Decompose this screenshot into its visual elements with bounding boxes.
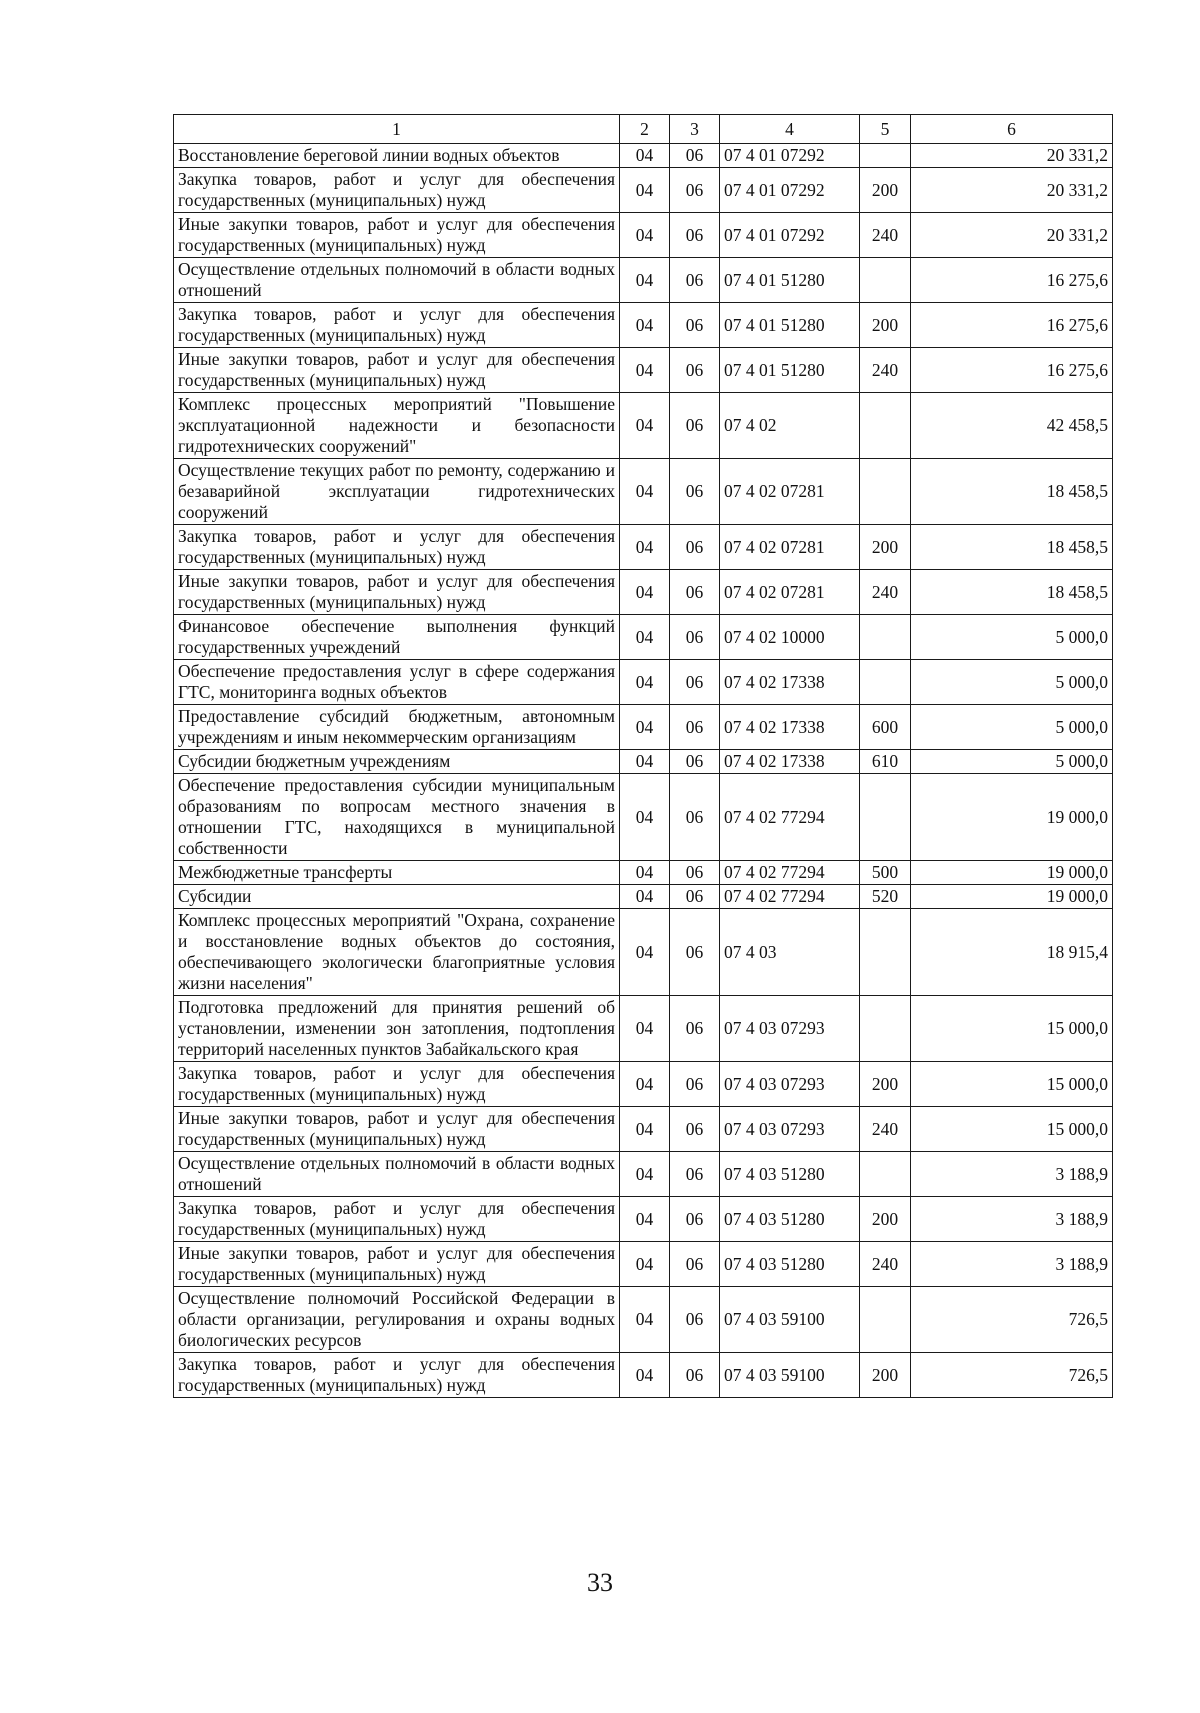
row-section-code: 04 <box>620 393 670 459</box>
row-section-code: 04 <box>620 1353 670 1398</box>
header-col-3: 3 <box>670 115 720 144</box>
row-amount: 5 000,0 <box>911 750 1113 774</box>
budget-table <box>173 114 1113 1398</box>
row-section-code: 04 <box>620 525 670 570</box>
row-subsection-code: 06 <box>670 213 720 258</box>
row-amount: 20 331,2 <box>911 213 1113 258</box>
row-name: Обеспечение предоставления услуг в сфере содержания ГТС, мониторинга водных объектов <box>174 660 620 705</box>
row-amount: 16 275,6 <box>911 303 1113 348</box>
row-name: Финансовое обеспечение выполнения функций государственных учреждений <box>174 615 620 660</box>
page-number: 33 <box>587 1568 613 1597</box>
row-subsection-code: 06 <box>670 660 720 705</box>
row-amount: 20 331,2 <box>911 168 1113 213</box>
row-subsection-code: 06 <box>670 861 720 885</box>
row-target-article: 07 4 02 10000 <box>720 615 860 660</box>
row-subsection-code: 06 <box>670 774 720 861</box>
table-row <box>174 303 1113 348</box>
row-amount: 5 000,0 <box>911 615 1113 660</box>
row-name: Иные закупки товаров, работ и услуг для обеспечения государственных (муниципальных) нужд <box>174 570 620 615</box>
row-name: Закупка товаров, работ и услуг для обеспечения государственных (муниципальных) нужд <box>174 1353 620 1398</box>
row-section-code: 04 <box>620 168 670 213</box>
row-section-code: 04 <box>620 996 670 1062</box>
row-expense-type <box>860 1152 911 1197</box>
row-expense-type: 200 <box>860 1197 911 1242</box>
row-amount: 19 000,0 <box>911 885 1113 909</box>
row-expense-type: 240 <box>860 213 911 258</box>
row-amount: 16 275,6 <box>911 348 1113 393</box>
table-row <box>174 393 1113 459</box>
table-row <box>174 168 1113 213</box>
row-subsection-code: 06 <box>670 1107 720 1152</box>
table-body <box>174 144 1113 1398</box>
row-subsection-code: 06 <box>670 303 720 348</box>
table-row <box>174 348 1113 393</box>
row-expense-type: 610 <box>860 750 911 774</box>
row-expense-type: 200 <box>860 168 911 213</box>
table-row <box>174 1353 1113 1398</box>
row-name: Закупка товаров, работ и услуг для обеспечения государственных (муниципальных) нужд <box>174 1197 620 1242</box>
table-row <box>174 774 1113 861</box>
row-target-article: 07 4 03 51280 <box>720 1197 860 1242</box>
row-subsection-code: 06 <box>670 909 720 996</box>
row-expense-type <box>860 774 911 861</box>
row-subsection-code: 06 <box>670 1152 720 1197</box>
row-expense-type: 200 <box>860 303 911 348</box>
row-name: Закупка товаров, работ и услуг для обеспечения государственных (муниципальных) нужд <box>174 303 620 348</box>
row-subsection-code: 06 <box>670 144 720 168</box>
table-row <box>174 1107 1113 1152</box>
row-subsection-code: 06 <box>670 1287 720 1353</box>
header-col-4: 4 <box>720 115 860 144</box>
row-expense-type <box>860 144 911 168</box>
table-row <box>174 750 1113 774</box>
row-section-code: 04 <box>620 774 670 861</box>
row-subsection-code: 06 <box>670 996 720 1062</box>
row-expense-type: 200 <box>860 1353 911 1398</box>
row-amount: 15 000,0 <box>911 1062 1113 1107</box>
row-amount: 15 000,0 <box>911 1107 1113 1152</box>
table-row <box>174 705 1113 750</box>
row-expense-type: 600 <box>860 705 911 750</box>
row-section-code: 04 <box>620 459 670 525</box>
row-section-code: 04 <box>620 213 670 258</box>
row-target-article: 07 4 03 51280 <box>720 1152 860 1197</box>
row-subsection-code: 06 <box>670 393 720 459</box>
row-amount: 3 188,9 <box>911 1152 1113 1197</box>
table-row <box>174 1197 1113 1242</box>
header-col-2: 2 <box>620 115 670 144</box>
row-amount: 18 458,5 <box>911 570 1113 615</box>
row-amount: 19 000,0 <box>911 861 1113 885</box>
row-name: Закупка товаров, работ и услуг для обеспечения государственных (муниципальных) нужд <box>174 168 620 213</box>
row-amount: 18 458,5 <box>911 525 1113 570</box>
row-expense-type <box>860 996 911 1062</box>
row-name: Осуществление отдельных полномочий в области водных отношений <box>174 258 620 303</box>
row-section-code: 04 <box>620 1287 670 1353</box>
row-amount: 42 458,5 <box>911 393 1113 459</box>
row-target-article: 07 4 03 07293 <box>720 1062 860 1107</box>
row-name: Межбюджетные трансферты <box>174 861 620 885</box>
table-row <box>174 861 1113 885</box>
row-subsection-code: 06 <box>670 1242 720 1287</box>
row-amount: 726,5 <box>911 1353 1113 1398</box>
row-target-article: 07 4 03 59100 <box>720 1287 860 1353</box>
row-name: Иные закупки товаров, работ и услуг для обеспечения государственных (муниципальных) нужд <box>174 348 620 393</box>
row-section-code: 04 <box>620 144 670 168</box>
row-target-article: 07 4 01 51280 <box>720 303 860 348</box>
table-row <box>174 1062 1113 1107</box>
row-section-code: 04 <box>620 1107 670 1152</box>
row-target-article: 07 4 01 07292 <box>720 144 860 168</box>
row-expense-type: 500 <box>860 861 911 885</box>
row-section-code: 04 <box>620 660 670 705</box>
table-row <box>174 885 1113 909</box>
row-name: Иные закупки товаров, работ и услуг для обеспечения государственных (муниципальных) нужд <box>174 1107 620 1152</box>
table-row <box>174 1242 1113 1287</box>
table-row <box>174 213 1113 258</box>
row-name: Осуществление полномочий Российской Федерации в области организации, регулирования и охраны водных биологических ресурсов <box>174 1287 620 1353</box>
row-name: Субсидии <box>174 885 620 909</box>
row-expense-type: 240 <box>860 570 911 615</box>
row-target-article: 07 4 01 07292 <box>720 168 860 213</box>
row-subsection-code: 06 <box>670 348 720 393</box>
table-row <box>174 144 1113 168</box>
header-col-5: 5 <box>860 115 911 144</box>
table-row <box>174 1152 1113 1197</box>
table-row <box>174 258 1113 303</box>
row-amount: 18 458,5 <box>911 459 1113 525</box>
row-expense-type: 240 <box>860 348 911 393</box>
row-target-article: 07 4 02 <box>720 393 860 459</box>
row-amount: 15 000,0 <box>911 996 1113 1062</box>
row-target-article: 07 4 01 07292 <box>720 213 860 258</box>
row-section-code: 04 <box>620 1197 670 1242</box>
row-target-article: 07 4 02 17338 <box>720 705 860 750</box>
row-subsection-code: 06 <box>670 525 720 570</box>
row-subsection-code: 06 <box>670 459 720 525</box>
row-target-article: 07 4 02 07281 <box>720 525 860 570</box>
row-subsection-code: 06 <box>670 1353 720 1398</box>
header-col-1: 1 <box>174 115 620 144</box>
row-subsection-code: 06 <box>670 1062 720 1107</box>
row-target-article: 07 4 03 07293 <box>720 1107 860 1152</box>
row-target-article: 07 4 01 51280 <box>720 258 860 303</box>
row-section-code: 04 <box>620 303 670 348</box>
row-subsection-code: 06 <box>670 1197 720 1242</box>
row-amount: 20 331,2 <box>911 144 1113 168</box>
row-target-article: 07 4 02 77294 <box>720 861 860 885</box>
row-name: Комплекс процессных мероприятий "Охрана, сохранение и восстановление водных объектов до состояния, обеспечивающего экологически благоприятные условия жизни населения" <box>174 909 620 996</box>
row-section-code: 04 <box>620 1062 670 1107</box>
row-target-article: 07 4 02 77294 <box>720 885 860 909</box>
row-amount: 19 000,0 <box>911 774 1113 861</box>
table-row <box>174 996 1113 1062</box>
row-name: Иные закупки товаров, работ и услуг для обеспечения государственных (муниципальных) нужд <box>174 1242 620 1287</box>
table-row <box>174 660 1113 705</box>
row-name: Осуществление текущих работ по ремонту, содержанию и безаварийной эксплуатации гидротехнических сооружений <box>174 459 620 525</box>
row-expense-type: 240 <box>860 1107 911 1152</box>
row-amount: 3 188,9 <box>911 1242 1113 1287</box>
row-subsection-code: 06 <box>670 885 720 909</box>
row-name: Субсидии бюджетным учреждениям <box>174 750 620 774</box>
header-col-6: 6 <box>911 115 1113 144</box>
row-subsection-code: 06 <box>670 570 720 615</box>
row-section-code: 04 <box>620 348 670 393</box>
row-section-code: 04 <box>620 615 670 660</box>
row-name: Осуществление отдельных полномочий в области водных отношений <box>174 1152 620 1197</box>
row-subsection-code: 06 <box>670 750 720 774</box>
table-row <box>174 525 1113 570</box>
row-amount: 726,5 <box>911 1287 1113 1353</box>
row-name: Закупка товаров, работ и услуг для обеспечения государственных (муниципальных) нужд <box>174 525 620 570</box>
row-expense-type <box>860 909 911 996</box>
row-expense-type <box>860 258 911 303</box>
row-target-article: 07 4 03 <box>720 909 860 996</box>
row-target-article: 07 4 02 17338 <box>720 750 860 774</box>
row-section-code: 04 <box>620 570 670 615</box>
row-target-article: 07 4 02 07281 <box>720 459 860 525</box>
table-row <box>174 1287 1113 1353</box>
row-amount: 5 000,0 <box>911 705 1113 750</box>
table-row <box>174 615 1113 660</box>
row-target-article: 07 4 01 51280 <box>720 348 860 393</box>
row-name: Подготовка предложений для принятия решений об установлении, изменении зон затопления, подтопления территорий населенных пунктов Забайкальского края <box>174 996 620 1062</box>
row-section-code: 04 <box>620 705 670 750</box>
row-section-code: 04 <box>620 885 670 909</box>
row-expense-type <box>860 615 911 660</box>
row-target-article: 07 4 02 77294 <box>720 774 860 861</box>
row-expense-type: 200 <box>860 1062 911 1107</box>
table-header-row <box>174 115 1113 144</box>
row-name: Обеспечение предоставления субсидии муниципальным образованиям по вопросам местного значения в отношении ГТС, находящихся в муниципальной собственности <box>174 774 620 861</box>
row-target-article: 07 4 03 59100 <box>720 1353 860 1398</box>
table-row <box>174 570 1113 615</box>
row-expense-type <box>860 459 911 525</box>
row-section-code: 04 <box>620 258 670 303</box>
row-amount: 18 915,4 <box>911 909 1113 996</box>
row-name: Восстановление береговой линии водных объектов <box>174 144 620 168</box>
table-row <box>174 909 1113 996</box>
row-target-article: 07 4 02 07281 <box>720 570 860 615</box>
row-name: Иные закупки товаров, работ и услуг для обеспечения государственных (муниципальных) нужд <box>174 213 620 258</box>
row-name: Предоставление субсидий бюджетным, автономным учреждениям и иным некоммерческим организациям <box>174 705 620 750</box>
row-expense-type <box>860 660 911 705</box>
row-section-code: 04 <box>620 909 670 996</box>
row-amount: 16 275,6 <box>911 258 1113 303</box>
row-section-code: 04 <box>620 1152 670 1197</box>
row-target-article: 07 4 03 07293 <box>720 996 860 1062</box>
row-expense-type: 200 <box>860 525 911 570</box>
row-target-article: 07 4 02 17338 <box>720 660 860 705</box>
row-expense-type <box>860 393 911 459</box>
row-subsection-code: 06 <box>670 258 720 303</box>
row-amount: 3 188,9 <box>911 1197 1113 1242</box>
row-expense-type: 520 <box>860 885 911 909</box>
row-section-code: 04 <box>620 1242 670 1287</box>
row-subsection-code: 06 <box>670 615 720 660</box>
row-amount: 5 000,0 <box>911 660 1113 705</box>
row-expense-type: 240 <box>860 1242 911 1287</box>
row-section-code: 04 <box>620 861 670 885</box>
row-subsection-code: 06 <box>670 705 720 750</box>
table-row <box>174 459 1113 525</box>
row-expense-type <box>860 1287 911 1353</box>
row-subsection-code: 06 <box>670 168 720 213</box>
row-name: Закупка товаров, работ и услуг для обеспечения государственных (муниципальных) нужд <box>174 1062 620 1107</box>
row-target-article: 07 4 03 51280 <box>720 1242 860 1287</box>
row-section-code: 04 <box>620 750 670 774</box>
row-name: Комплекс процессных мероприятий "Повышение эксплуатационной надежности и безопасности гидротехнических сооружений" <box>174 393 620 459</box>
